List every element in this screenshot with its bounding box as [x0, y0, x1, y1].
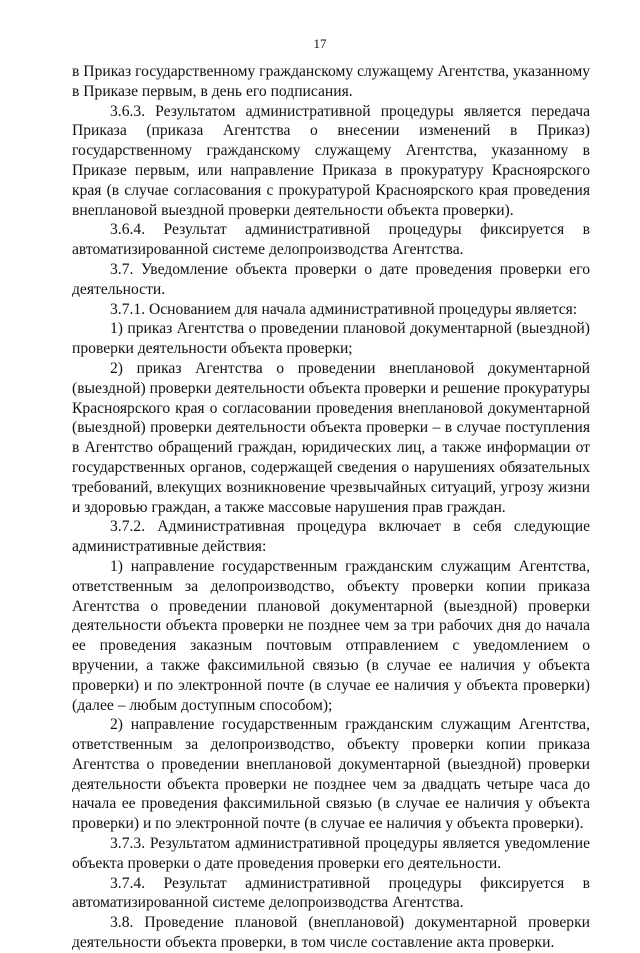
paragraph-3-7-2: 3.7.2. Административная процедура включает в себя следующие административные действия:: [72, 518, 590, 556]
paragraph-continuation: в Приказ государственному гражданскому служащему Агентства, указанному в Приказе первым, в день его подписания.: [72, 63, 590, 100]
section-heading-3-7: 3.7. Уведомление объекта проверки о дате проведения проверки его деятельности.: [72, 260, 590, 298]
list-item-3-7-1-1: 1) приказ Агентства о проведении плановой документарной (выездной) проверки деятельности объекта проверки;: [72, 320, 590, 358]
paragraph-3-7-4: 3.7.4. Результат административной процедуры фиксируется в автоматизированной системе делопроизводства Агентства.: [72, 874, 590, 912]
paragraph-3-7-3: 3.7.3. Результатом административной процедуры является уведомление объекта проверки о дате проведения проверки его деятельности.: [72, 835, 590, 872]
document-body: [72, 62, 590, 953]
list-item-3-7-2-2: 2) направление государственным гражданским служащим Агентства, ответственным за делопроизводство, объекту проверки копии приказа Агентства о проведении внеплановой документарной (выездной) проверки деятельности объекта проверки не позднее чем за двадцать четыре часа до начала ее проведения факсимильной связью (в случае ее наличия у объекта проверки) и по электронной почте (в случае ее наличия у объекта проверки).: [72, 716, 590, 833]
page-number: 17: [313, 36, 327, 51]
paragraph-3-6-4: 3.6.4. Результат административной процедуры фиксируется в автоматизированной системе делопроизводства Агентства.: [72, 221, 590, 259]
section-heading-3-8: 3.8. Проведение плановой (внеплановой) документарной проверки деятельности объекта проверки, в том числе составление акта проверки.: [72, 914, 590, 952]
paragraph-3-7-1: 3.7.1. Основанием для начала административной процедуры является:: [110, 300, 578, 318]
paragraph-3-6-3: 3.6.3. Результатом административной процедуры является передача Приказа (приказа Агентства о внесении изменений в Приказ) государственному гражданскому служащему Агентства, указанному в Приказе первым, или направление Приказа в прокуратуру Красноярского края (в случае согласования с прокуратурой Красноярского края проведения внеплановой выездной проверки деятельности объекта проверки).: [72, 102, 590, 219]
list-item-3-7-2-1: 1) направление государственным гражданским служащим Агентства, ответственным за делопроизводство, объекту проверки копии приказа Агентства о проведении плановой документарной (выездной) проверки деятельности объекта проверки не позднее чем за три рабочих дня до начала ее проведения заказным почтовым отправлением с уведомлением о вручении, а также факсимильной связью (в случае ее наличия у объекта проверки) и по электронной почте (в случае ее наличия у объекта проверки) (далее – любым доступным способом);: [72, 557, 590, 714]
list-item-3-7-1-2: 2) приказ Агентства о проведении внеплановой документарной (выездной) проверки деятельности объекта проверки и решение прокуратуры Красноярского края о согласовании проведения внеплановой документарной (выездной) проверки деятельности объекта проверки – в случае поступления в Агентство обращений граждан, юридических лиц, а также информации от государственных органов, содержащей сведения о нарушениях обязательных требований, влекущих возникновение чрезвычайных ситуаций, угрозу жизни и здоровью граждан, а также массовые нарушения прав граждан.: [72, 359, 590, 516]
